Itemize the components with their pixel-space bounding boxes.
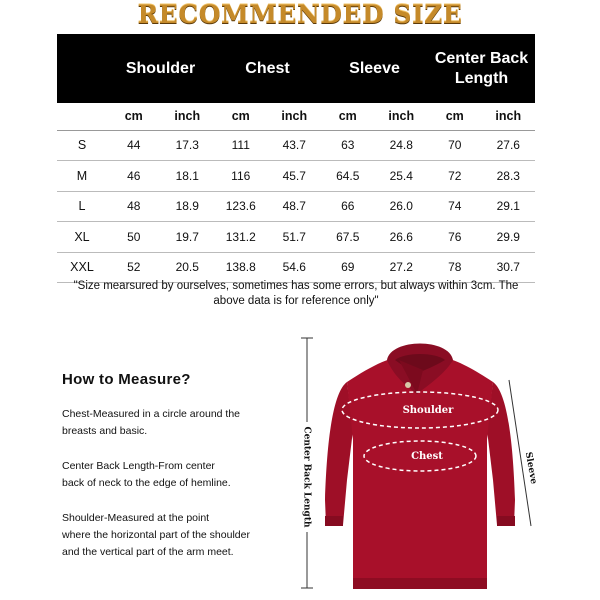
table-cell: 18.1 (161, 161, 215, 192)
button-icon (405, 382, 411, 388)
table-cell: 26.6 (375, 222, 429, 253)
table-cell: 27.6 (482, 130, 536, 161)
size-label: XL (57, 222, 107, 253)
unit-cell: inch (268, 103, 322, 130)
table-cell: 78 (428, 252, 482, 283)
shoulder-label: Shoulder (402, 405, 454, 416)
sweater-measurement-diagram (295, 330, 545, 598)
left-cuff (325, 516, 343, 526)
table-header-row (57, 34, 535, 103)
back-length-instruction (62, 458, 282, 492)
table-cell: 123.6 (214, 191, 268, 222)
chest-label: Chest (411, 451, 443, 462)
unit-cell: inch (482, 103, 536, 130)
table-cell: 17.3 (161, 130, 215, 161)
table-cell: 45.7 (268, 161, 322, 192)
table-row (57, 222, 535, 253)
instruction-line: and the vertical part of the arm meet. (62, 546, 234, 558)
header-sleeve: Sleeve (321, 34, 428, 103)
table-cell: 19.7 (161, 222, 215, 253)
table-cell: 111 (214, 130, 268, 161)
table-cell: 76 (428, 222, 482, 253)
table-cell: 138.8 (214, 252, 268, 283)
instruction-line: Center Back Length-From center (62, 460, 215, 472)
unit-cell: inch (161, 103, 215, 130)
table-cell: 69 (321, 252, 375, 283)
table-cell: 72 (428, 161, 482, 192)
table-row (57, 130, 535, 161)
table-row (57, 191, 535, 222)
instruction-line: Chest-Measured in a circle around the (62, 408, 241, 420)
disclaimer-note: "Size mearsured by ourselves, sometimes has some errors, but always within 3cm. The above data is for reference only" (73, 280, 519, 307)
table-cell: 67.5 (321, 222, 375, 253)
table-cell: 46 (107, 161, 161, 192)
table-cell: 29.1 (482, 191, 536, 222)
table-cell: 20.5 (161, 252, 215, 283)
header-chest: Chest (214, 34, 321, 103)
how-to-measure-title: How to Measure? (62, 371, 191, 388)
table-cell: 52 (107, 252, 161, 283)
table-cell: 18.9 (161, 191, 215, 222)
table-cell: 44 (107, 130, 161, 161)
table-cell: 74 (428, 191, 482, 222)
size-label: M (57, 161, 107, 192)
instruction-line: breasts and basic. (62, 425, 148, 437)
unit-row (57, 103, 535, 130)
shoulder-instruction (62, 510, 282, 561)
sleeve-label: Sleeve (522, 451, 539, 485)
table-cell: 48 (107, 191, 161, 222)
table-cell: 25.4 (375, 161, 429, 192)
table-cell: 50 (107, 222, 161, 253)
sweater-illustration (325, 344, 515, 590)
table-row (57, 252, 535, 283)
size-chart-table (57, 34, 535, 283)
table-cell: 54.6 (268, 252, 322, 283)
unit-cell: cm (107, 103, 161, 130)
table-cell: 116 (214, 161, 268, 192)
table-cell: 51.7 (268, 222, 322, 253)
hem-rib (353, 578, 487, 589)
table-cell: 26.0 (375, 191, 429, 222)
unit-cell: cm (428, 103, 482, 130)
table-cell: 28.3 (482, 161, 536, 192)
table-cell: 64.5 (321, 161, 375, 192)
unit-cell: cm (321, 103, 375, 130)
right-cuff (497, 516, 515, 526)
header-blank (57, 34, 107, 103)
table-cell: 24.8 (375, 130, 429, 161)
unit-blank (57, 103, 107, 130)
instruction-line: Shoulder-Measured at the point (62, 512, 210, 524)
size-label: L (57, 191, 107, 222)
table-cell: 70 (428, 130, 482, 161)
table-cell: 131.2 (214, 222, 268, 253)
table-cell: 43.7 (268, 130, 322, 161)
table-row (57, 161, 535, 192)
instruction-line: back of neck to the edge of hemline. (62, 477, 231, 489)
table-cell: 29.9 (482, 222, 536, 253)
table-cell: 30.7 (482, 252, 536, 283)
table-cell: 63 (321, 130, 375, 161)
unit-cell: inch (375, 103, 429, 130)
size-label: S (57, 130, 107, 161)
center-back-length-label: Center Back Length (301, 426, 312, 528)
header-center-back-length: Center Back Length (428, 34, 535, 103)
header-shoulder: Shoulder (107, 34, 214, 103)
size-label: XXL (57, 252, 107, 283)
banner-title: RECOMMENDED SIZE (137, 0, 463, 29)
unit-cell: cm (214, 103, 268, 130)
instruction-line: where the horizontal part of the shoulder (62, 529, 250, 541)
table-cell: 27.2 (375, 252, 429, 283)
table-cell: 66 (321, 191, 375, 222)
right-sleeve (487, 382, 515, 525)
chest-instruction (62, 406, 282, 440)
table-cell: 48.7 (268, 191, 322, 222)
